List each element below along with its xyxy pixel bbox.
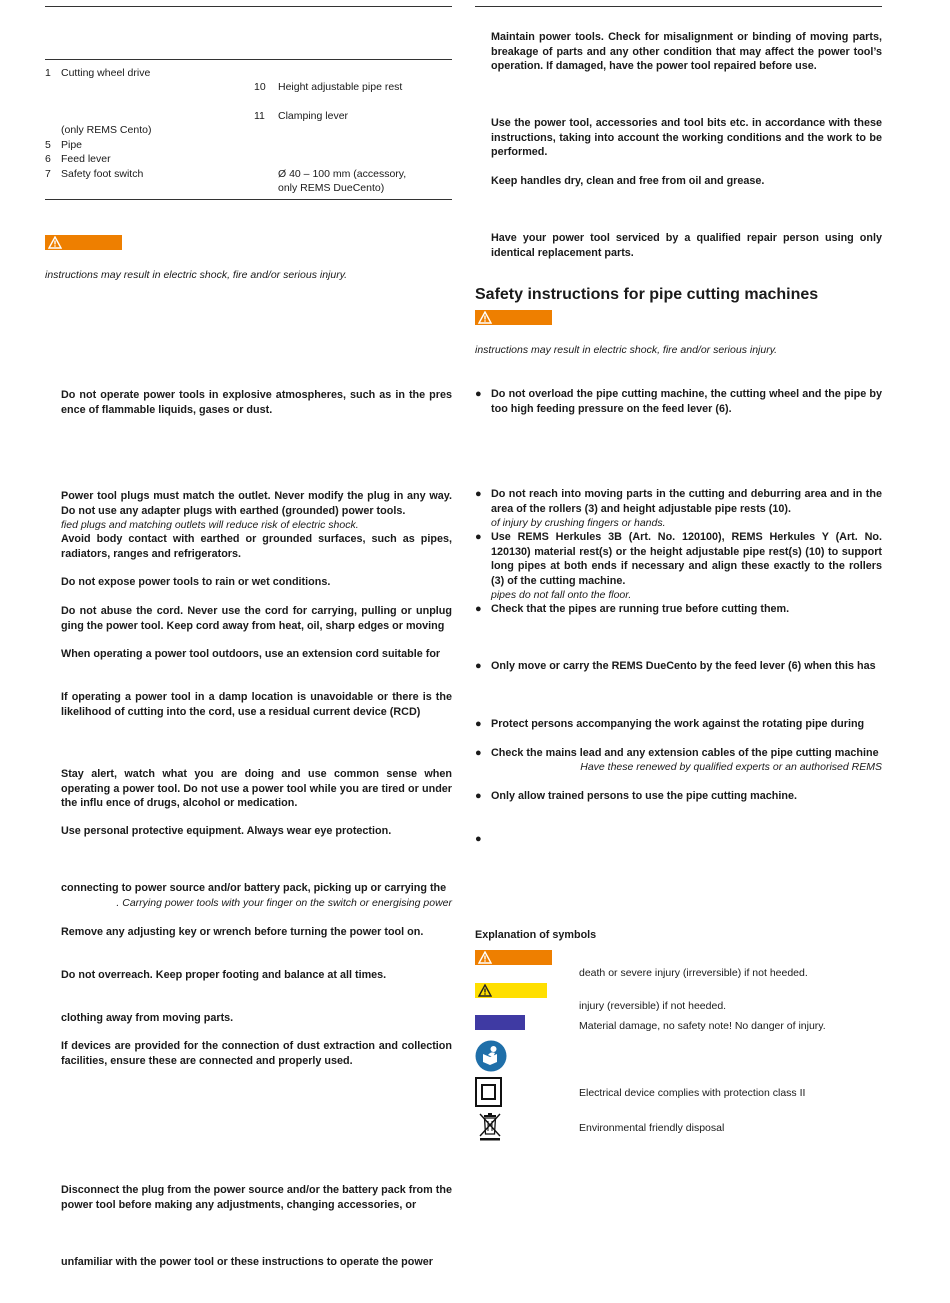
part-label: Cutting wheel drive: [61, 67, 151, 79]
part-label: Feed lever: [61, 153, 111, 165]
part-number: 11: [254, 110, 265, 122]
read-manual-icon: [475, 1040, 507, 1072]
warning-triangle-icon: [478, 951, 492, 964]
paragraph: Stay alert, watch what you are doing and use common sense when operating a power tool. Do not use a power tool while you are tired or under the influ ence of drugs, alcohol or medication.: [61, 768, 452, 809]
bullet-dot: ●: [475, 747, 482, 759]
bullet-dot: ●: [475, 531, 482, 543]
part-number: 7: [45, 168, 51, 180]
notice-blue-icon: [475, 1015, 525, 1030]
paragraph: Do not operate power tools in explosive atmospheres, such as in the pres ence of flammable liquids, gases or dust.: [61, 389, 452, 416]
bullet-text: Only allow trained persons to use the pipe cutting machine.: [491, 790, 797, 802]
top-rule-right: [475, 6, 882, 7]
bullet-text: Do not overload the pipe cutting machine, the cutting wheel and the pipe by too high feeding pressure on the feed lever (6).: [491, 388, 882, 415]
paragraph: unfamiliar with the power tool or these instructions to operate the power: [61, 1256, 433, 1268]
paragraph-italic: . Carrying power tools with your finger on the switch or energising power: [116, 897, 452, 909]
section-warning-text: instructions may result in electric shock, fire and/or serious injury.: [475, 344, 778, 356]
warning-triangle-icon: [48, 236, 62, 249]
bullet-dot: ●: [475, 718, 482, 730]
paragraph-italic: fied plugs and matching outlets will reduce risk of electric shock.: [61, 519, 359, 531]
bullet-dot: ●: [475, 603, 482, 615]
part-label: Safety foot switch: [61, 168, 144, 180]
protection-class-2-icon: [475, 1077, 502, 1107]
top-rule-left: [45, 6, 452, 7]
paragraph: Do not abuse the cord. Never use the cord for carrying, pulling or unplug ging the power tool. Keep cord away from heat, oil, sharp edges or moving: [61, 605, 452, 632]
part-label: (only REMS Cento): [61, 124, 152, 136]
warning-triangle-icon: [478, 984, 492, 997]
part-label: Ø 40 – 100 mm (accessory,: [278, 168, 407, 180]
paragraph: Avoid body contact with earthed or grounded surfaces, such as pipes, radiators, ranges and refrigerators.: [61, 533, 452, 560]
symbols-title: Explanation of symbols: [475, 929, 597, 941]
bullet-text: Protect persons accompanying the work against the rotating pipe during: [491, 718, 865, 730]
paragraph: Use the power tool, accessories and tool bits etc. in accordance with these instructions, taking into account the working conditions and the work to be performed.: [491, 117, 882, 158]
warning-badge: [475, 310, 552, 325]
bullet-text: Do not reach into moving parts in the cutting and deburring area and in the area of the rollers (3) and height adjustable pipe rests (10).: [491, 488, 882, 515]
paragraph: When operating a power tool outdoors, use an extension cord suitable for: [61, 648, 441, 660]
symbol-description: Environmental friendly disposal: [579, 1122, 725, 1134]
parts-table-top-rule: [45, 59, 452, 60]
disposal-bin-icon: [478, 1111, 502, 1141]
paragraph: Power tool plugs must match the outlet. Never modify the plug in any way. Do not use any adapter plugs with earthed (grounded) power tools.: [61, 490, 452, 517]
section-title: Safety instructions for pipe cutting machines: [475, 286, 819, 303]
warning-orange-icon: [475, 950, 552, 965]
paragraph: If devices are provided for the connection of dust extraction and collection facilities, ensure these are connected and properly used.: [61, 1040, 452, 1067]
bullet-dot: ●: [475, 833, 482, 845]
symbol-description: Electrical device complies with protection class II: [579, 1087, 806, 1099]
bullet-dot: ●: [475, 388, 482, 400]
bullet-italic: Have these renewed by qualified experts or an authorised REMS: [580, 761, 882, 773]
part-label: Height adjustable pipe rest: [278, 81, 403, 93]
paragraph: Disconnect the plug from the power source and/or the battery pack from the power tool before making any adjustments, changing accessories, or: [61, 1184, 452, 1211]
part-label: only REMS DueCento): [278, 182, 385, 194]
paragraph: Have your power tool serviced by a qualified repair person using only identical replacement parts.: [491, 232, 882, 259]
bullet-text: Only move or carry the REMS DueCento by the feed lever (6) when this has: [491, 660, 876, 672]
paragraph: connecting to power source and/or battery pack, picking up or carrying the: [61, 882, 447, 894]
part-number: 5: [45, 139, 51, 151]
bullet-dot: ●: [475, 488, 482, 500]
paragraph: Remove any adjusting key or wrench before turning the power tool on.: [61, 926, 424, 938]
paragraph: Maintain power tools. Check for misalignment or binding of moving parts, breakage of parts and any other condition that may affect the power tool’s operation. If damaged, have the power tool repaired before use.: [491, 31, 882, 72]
bullet-text: Use REMS Herkules 3B (Art. No. 120100), REMS Herkules Y (Art. No. 120130) material rest(s) or the height adjustable pipe rest(s) (10) to support long pipes at both ends if necessary and align these exactly to the rollers (3) of the cutting machine.: [491, 531, 882, 587]
bullet-text: Check that the pipes are running true before cutting them.: [491, 603, 790, 615]
paragraph: Keep handles dry, clean and free from oil and grease.: [491, 175, 765, 187]
symbol-description: death or severe injury (irreversible) if not heeded.: [579, 967, 808, 979]
warning-yellow-icon: [475, 983, 547, 998]
symbol-description: Material damage, no safety note! No danger of injury.: [579, 1020, 826, 1032]
part-number: 1: [45, 67, 51, 79]
part-number: 10: [254, 81, 266, 93]
warning-badge: [45, 235, 122, 250]
bullet-dot: ●: [475, 790, 482, 802]
general-warning-text: instructions may result in electric shock, fire and/or serious injury.: [45, 269, 348, 281]
part-label: Clamping lever: [278, 110, 349, 122]
bullet-italic: of injury by crushing fingers or hands.: [491, 517, 666, 529]
part-number: 6: [45, 153, 51, 165]
bullet-text: Check the mains lead and any extension cables of the pipe cutting machine: [491, 747, 879, 759]
symbol-description: injury (reversible) if not heeded.: [579, 1000, 727, 1012]
warning-triangle-icon: [478, 311, 492, 324]
paragraph: Do not expose power tools to rain or wet conditions.: [61, 576, 331, 588]
part-label: Pipe: [61, 139, 83, 151]
bullet-italic: pipes do not fall onto the floor.: [491, 589, 632, 601]
paragraph: If operating a power tool in a damp location is unavoidable or there is the likelihood of cutting into the cord, use a residual current device (RCD): [61, 691, 452, 718]
bullet-dot: ●: [475, 660, 482, 672]
parts-table-bottom-rule: [45, 199, 452, 200]
paragraph: Do not overreach. Keep proper footing and balance at all times.: [61, 969, 387, 981]
paragraph: clothing away from moving parts.: [61, 1012, 234, 1024]
paragraph: Use personal protective equipment. Always wear eye protection.: [61, 825, 392, 837]
